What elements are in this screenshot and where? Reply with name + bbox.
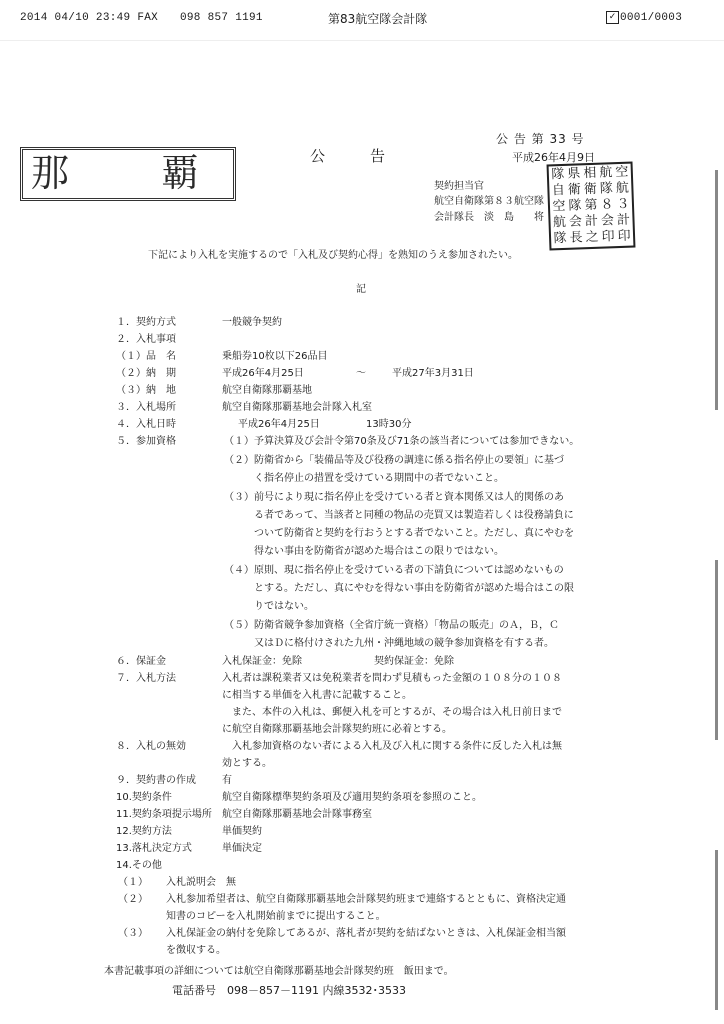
seal-glyph: 会 <box>568 214 583 230</box>
seal-glyph: 隊 <box>568 198 582 214</box>
seal-glyph: 第 <box>584 197 598 214</box>
seal-glyph: 隊 <box>553 230 567 247</box>
issuer-unit: 航空自衛隊第８３航空隊 <box>434 196 544 207</box>
other-3-line-b: を徴収する。 <box>166 945 226 956</box>
item-14-label: 14.その他 <box>116 860 162 871</box>
seal-glyph: 航 <box>552 214 567 231</box>
footer-phone: 電話番号 098－857－1191 内線3532･3533 <box>172 984 406 997</box>
qualification-5a: （５）防衛省競争参加資格（全省庁統一資格）「物品の販売」のＡ，Ｂ，Ｃ <box>224 620 559 631</box>
fax-datetime: 2014 04/10 23:49 FAX <box>20 12 159 24</box>
item-9-value: 有 <box>222 775 232 786</box>
contract-deposit: 契約保証金：免除 <box>374 656 454 667</box>
scan-edge <box>715 560 718 740</box>
stamp-char-left: 那 <box>31 151 70 195</box>
fax-number: 098 857 1191 <box>180 12 263 24</box>
seal-glyph: 計 <box>584 213 599 230</box>
seal-glyph: ８ <box>600 197 614 213</box>
seal-glyph: 自 <box>551 182 566 199</box>
item-8-line-a: 入札参加資格のない者による入札及び入札に関する条件に反した入札は無 <box>232 741 562 752</box>
item-10-value: 航空自衛隊標準契約条項及び適用契約条項を参照のこと。 <box>222 792 482 803</box>
item-2-1-value: 乗船券10枚以下26品目 <box>222 351 328 362</box>
item-13-label: 13.落札決定方式 <box>116 843 192 854</box>
qualification-1: （１）予算決算及び会計令第70条及び71条の該当者については参加できない。 <box>224 436 580 447</box>
issuer-name: 会計隊長 淡 島 将 <box>434 212 544 223</box>
bid-deposit: 入札保証金：免除 <box>222 656 302 667</box>
scan-line <box>0 40 724 41</box>
other-3-label: （３） <box>118 928 148 939</box>
notice-date: 平成26年4月9日 <box>512 151 595 164</box>
item-2-2-tilde: ～ <box>356 368 366 379</box>
seal-glyph: 衛 <box>567 182 582 198</box>
item-2-2-from: 平成26年4月25日 <box>222 368 304 379</box>
item-11-label: 11.契約条項提示場所 <box>116 809 212 820</box>
seal-glyph: 計 <box>616 212 631 229</box>
other-2-line-b: 知書のコピーを入札開始前までに提出すること。 <box>166 911 386 922</box>
fax-page: 0001/0003 <box>620 12 683 24</box>
qualification-3a: （３）前号により現に指名停止を受けている者と資本関係又は人的関係のあ <box>224 492 564 503</box>
qualification-3d: 得ない事由を防衛省が認めた場合はこの限りではない。 <box>254 546 504 557</box>
notice-title-left: 公 <box>310 147 328 165</box>
seal-glyph: 空 <box>552 198 566 215</box>
notice-title-right: 告 <box>370 147 388 165</box>
seal-glyph: 長 <box>569 230 583 246</box>
qualification-4b: とする。ただし、真にやむを得ない事由を防衛省が認めた場合はこの限 <box>254 583 574 594</box>
item-4-time: 13時30分 <box>366 419 412 430</box>
item-7-line-d: に航空自衛隊那覇基地会計隊契約班に必着とする。 <box>222 724 452 735</box>
seal-glyph: 空 <box>615 164 629 181</box>
item-4-label: ４．入札日時 <box>116 419 176 430</box>
qualification-4c: りではない。 <box>254 601 314 612</box>
item-1-label: １．契約方式 <box>116 317 176 328</box>
scan-edge <box>715 170 718 410</box>
seal-glyph: 会 <box>600 213 615 229</box>
seal-glyph: 隊 <box>599 181 614 197</box>
item-1-value: 一般競争契約 <box>222 317 282 328</box>
seal-glyph: 印 <box>601 229 615 245</box>
seal-glyph: 航 <box>615 180 630 197</box>
item-6-label: ６．保証金 <box>116 656 166 667</box>
item-11-value: 航空自衛隊那覇基地会計隊事務室 <box>222 809 372 820</box>
item-5-label: ５．参加資格 <box>116 436 176 447</box>
item-12-label: 12.契約方法 <box>116 826 172 837</box>
qualification-2b: く指名停止の措置を受けている期間中の者でないこと。 <box>254 473 504 484</box>
qualification-3c: ついて防衛省と契約を行おうとする者でないこと。ただし、真にやむを <box>254 528 574 539</box>
qualification-4a: （４）原則、現に指名停止を受けている者の下請負については認めないもの <box>224 565 564 576</box>
item-2-1-label: （１）品 名 <box>116 351 176 362</box>
qualification-2a: （２）防衛省から「装備品等及び役務の調達に係る指名停止の要領」に基づ <box>224 455 564 466</box>
item-2-3-label: （３）納 地 <box>116 385 176 396</box>
notice-number: 公 告 第 33 号 <box>496 132 585 146</box>
item-7-line-b: に相当する単価を入札書に記載すること。 <box>222 690 412 701</box>
item-7-label: ７．入札方法 <box>116 673 176 684</box>
seal-glyph: 相 <box>583 165 597 182</box>
item-8-label: ８．入札の無効 <box>116 741 186 752</box>
item-2-label: ２．入札事項 <box>116 334 176 345</box>
other-2-line-a: 入札参加希望者は、航空自衛隊那覇基地会計隊契約班まで連絡するとともに、資格決定通 <box>166 894 566 905</box>
fax-sender: 第83航空隊会計隊 <box>328 12 428 26</box>
other-1-label: （１） <box>118 877 148 888</box>
item-3-label: ３．入札場所 <box>116 402 176 413</box>
other-2-label: （２） <box>118 894 148 905</box>
item-2-3-value: 航空自衛隊那覇基地 <box>222 385 312 396</box>
item-4-date: 平成26年4月25日 <box>238 419 320 430</box>
item-3-value: 航空自衛隊那覇基地会計隊入札室 <box>222 402 372 413</box>
ki-heading: 記 <box>356 284 366 295</box>
intro-text: 下記により入札を実施するので「入札及び契約心得」を熟知のうえ参加されたい。 <box>148 250 518 261</box>
issuer-title: 契約担当官 <box>434 181 484 192</box>
seal-glyph: 衛 <box>583 181 598 198</box>
item-10-label: 10.契約条件 <box>116 792 172 803</box>
item-7-line-a: 入札者は課税業者又は免税業者を問わず見積もった金額の１０８分の１０８ <box>222 673 562 684</box>
item-13-value: 単価決定 <box>222 843 262 854</box>
seal-glyph: ３ <box>616 196 630 213</box>
item-7-line-c: また、本件の入札は、郵便入札を可とするが、その場合は入札日前日まで <box>232 707 562 718</box>
qualification-3b: る者であって、当該者と同種の物品の売買又は製造若しくは役務請負に <box>254 510 574 521</box>
scan-edge <box>715 850 718 1010</box>
qualification-5b: 又はＤに格付けされた九州・沖縄地域の競争参加資格を有する者。 <box>254 638 554 649</box>
seal-glyph: 印 <box>617 228 631 245</box>
item-2-2-to: 平成27年3月31日 <box>392 368 474 379</box>
fax-page-icon: ✓ <box>606 11 619 24</box>
naha-stamp <box>20 147 236 201</box>
item-2-2-label: （２）納 期 <box>116 368 176 379</box>
item-8-line-b: 効とする。 <box>222 758 272 769</box>
other-3-line-a: 入札保証金の納付を免除してあるが、落札者が契約を結ばないときは、入札保証金相当額 <box>166 928 566 939</box>
seal-glyph: 航 <box>599 165 613 181</box>
footer-contact: 本書記載事項の詳細については航空自衛隊那覇基地会計隊契約班 飯田まで。 <box>104 966 454 977</box>
seal-glyph: 之 <box>585 229 599 246</box>
stamp-char-right: 覇 <box>161 151 200 195</box>
seal-grid <box>549 164 631 247</box>
item-9-label: ９．契約書の作成 <box>116 775 196 786</box>
item-12-value: 単価契約 <box>222 826 262 837</box>
seal-glyph: 県 <box>567 166 581 182</box>
other-1-text: 入札説明会 無 <box>166 877 236 888</box>
seal-glyph: 隊 <box>551 166 565 183</box>
official-seal <box>547 162 636 251</box>
